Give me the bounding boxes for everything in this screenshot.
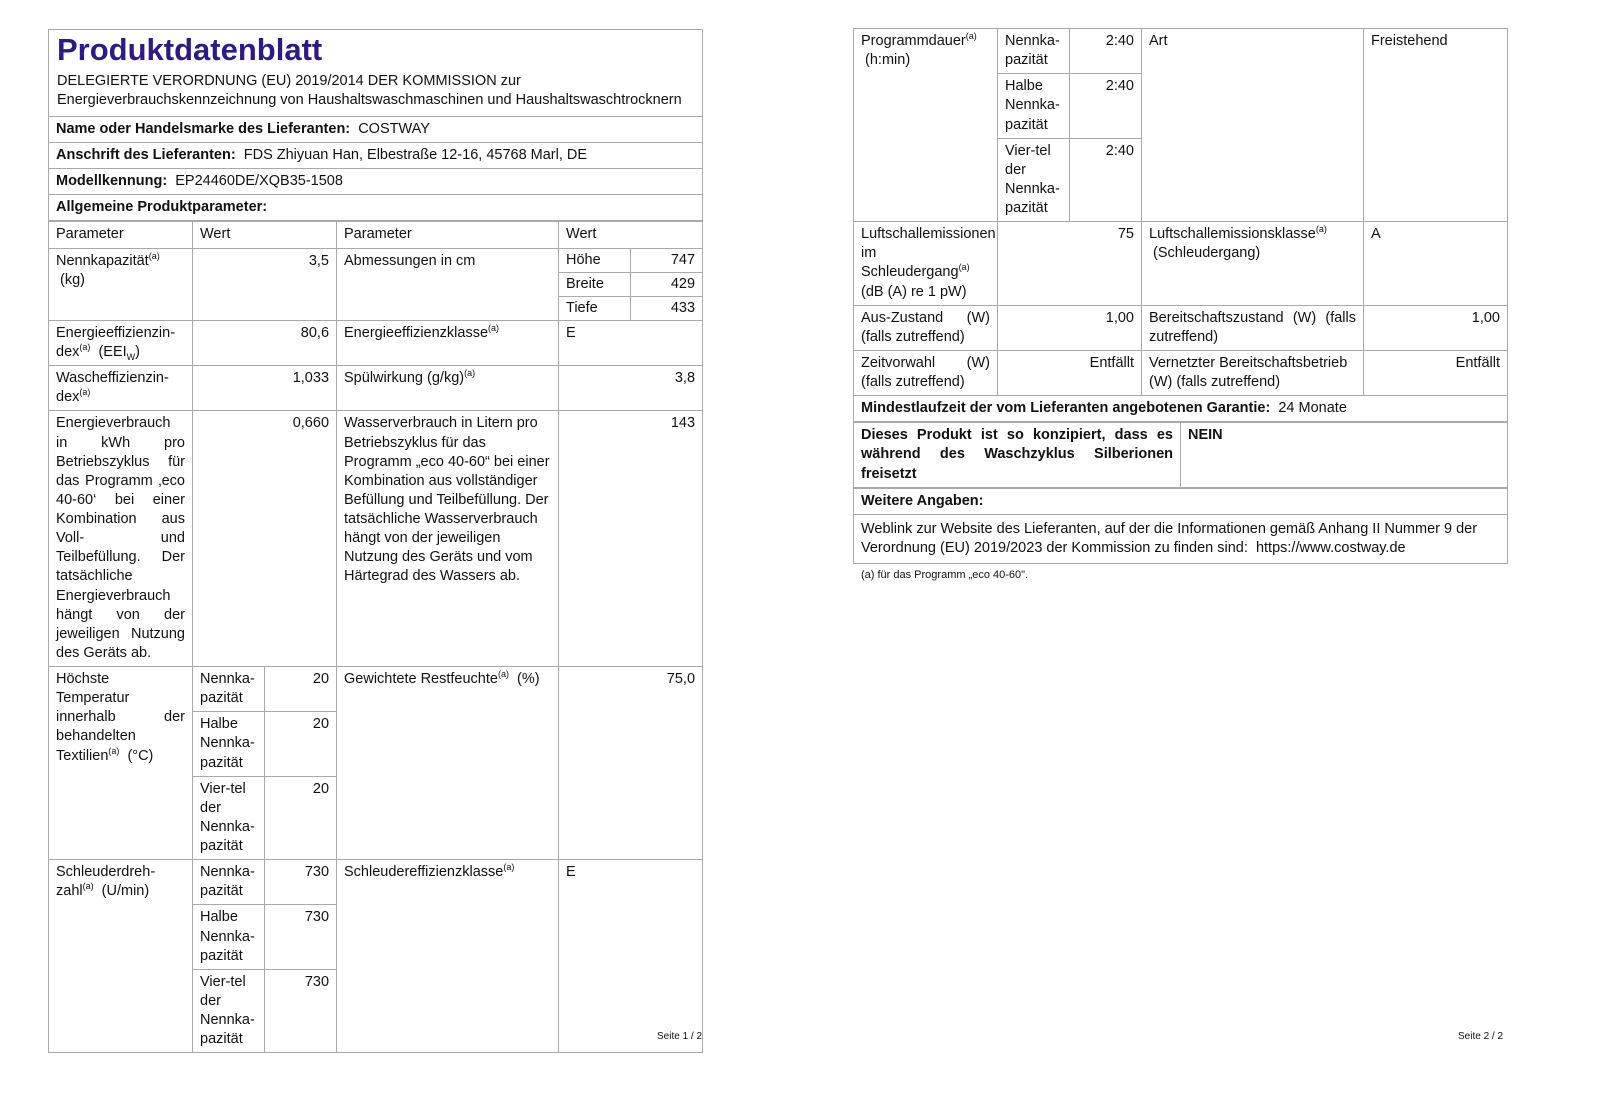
rest-label-cell [337, 667, 559, 860]
dur-row-label: Nennka-pazität [998, 29, 1070, 74]
weblink-text: Weblink zur Website des Lieferanten, auf der die Informationen gemäß Anhang II Nummer 9 der Verordnung (EU) 2019/2023 der Kommission zu finden sind: [861, 520, 1478, 556]
nennkap-unit: (kg) [60, 271, 86, 288]
eei-unit: (EEI [98, 344, 127, 361]
further-table [853, 488, 1508, 564]
footnote-mark: (a) [488, 323, 500, 334]
footnote-mark: (a) [464, 368, 476, 379]
spin-class-label: Schleudereffizienzklasse [344, 864, 504, 881]
spin-class-value: E [559, 860, 703, 1053]
hoehe-value: 747 [631, 248, 703, 272]
footnote: (a) für das Programm „eco 40-60". [861, 569, 1029, 581]
spin-row-label: Vier-tel der Nennka-pazität [193, 969, 265, 1053]
wei-label-cell [49, 366, 193, 411]
col-header-value: Wert [193, 222, 337, 248]
page-2-footer: Seite 2 / 2 [1458, 1031, 1504, 1042]
abm-label: Abmessungen in cm [337, 248, 559, 320]
off-value: 1,00 [998, 305, 1142, 350]
spin-label: Schleuderdreh-zahl [56, 864, 156, 900]
dur-row-value: 2:40 [1070, 138, 1142, 222]
noise-label: Luftschallemissionen im Schleudergang [861, 226, 996, 281]
further-label: Weitere Angaben: [854, 488, 1508, 514]
footnote-mark: (a) [79, 387, 91, 398]
page-1-footer: Seite 1 / 2 [657, 1031, 703, 1042]
supplier-address: FDS Zhiyuan Han, Elbestraße 12-16, 45768 Marl, DE [243, 147, 588, 164]
spin-label-cell [49, 860, 193, 1053]
spuel-label-cell [337, 366, 559, 411]
footnote-mark: (a) [79, 342, 91, 353]
temp-label-cell [49, 667, 193, 860]
art-label: Art [1142, 29, 1364, 222]
page-1-datasheet [48, 29, 702, 1053]
water-label: Wasserverbrauch in Litern pro Betriebszyklus für das Programm „eco 40-60“ bei einer Kombination aus vollständiger Befüllung und Teilbefüllung. Der tatsächliche Wasserverbrauch hängt von der jeweiligen Nutzung des Geräts und vom Härtegrad des Wassers ab. [337, 411, 559, 667]
delay-label: Zeitvorwahl (W) (falls zutreffend) [854, 350, 998, 395]
breite-value: 429 [631, 272, 703, 296]
silver-table [853, 422, 1508, 487]
spin-row-value: 730 [265, 905, 337, 969]
noise-value: 75 [998, 222, 1142, 306]
spuel-label: Spülwirkung (g/kg) [344, 370, 465, 387]
eei-close: ) [135, 344, 140, 361]
dur-label-cell: Programmdauer$^{(a)}$ (h:min) [854, 29, 998, 222]
footnote-mark: (a) [497, 669, 509, 680]
eei-label-cell [49, 320, 193, 365]
params-table-2 [853, 28, 1508, 422]
spin-row-label: Nennka-pazität [193, 860, 265, 905]
page-2-datasheet [853, 28, 1507, 583]
breite-label: Breite [559, 272, 631, 296]
wei-value: 1,033 [193, 366, 337, 411]
net-standby-label: Vernetzter Bereitschaftsbetrieb (W) (falls zutreffend) [1142, 350, 1364, 395]
warranty-value: 24 Monate [1278, 400, 1347, 417]
supplier-address-label: Anschrift des Lieferanten: [56, 147, 236, 164]
general-params-label: Allgemeine Produktparameter: [49, 195, 703, 221]
warranty-label: Mindestlaufzeit der vom Lieferanten angebotenen Garantie: [861, 400, 1271, 417]
rest-value: 75,0 [559, 667, 703, 860]
noise-label-cell: Luftschallemissionen im Schleudergang$^{(a)}$ (dB (A) re 1 pW) [854, 222, 998, 306]
energy-label: Energieverbrauch in kWh pro Betriebszyklus für das Programm ‚eco 40-60‘ bei einer Kombination aus Voll- und Teilbefüllung. Der tatsächliche Energieverbrauch hängt von der jeweiligen Nutzung des Geräts ab. [49, 411, 193, 667]
footnote-mark: (a) [82, 881, 94, 892]
footnote-mark: (a) [503, 862, 515, 873]
eei-value: 80,6 [193, 320, 337, 365]
temp-row-label: Nennka-pazität [193, 667, 265, 712]
water-value: 143 [559, 411, 703, 667]
eek-label: Energieeffizienzklasse [344, 324, 489, 341]
dur-row-value: 2:40 [1070, 74, 1142, 138]
delay-value: Entfällt [998, 350, 1142, 395]
temp-row-label: Halbe Nennka-pazität [193, 712, 265, 776]
dur-unit: (h:min) [865, 52, 911, 69]
tiefe-value: 433 [631, 296, 703, 320]
tiefe-label: Tiefe [559, 296, 631, 320]
eei-sub: W [126, 351, 136, 362]
footnote-mark: (a) [148, 250, 160, 261]
standby-label: Bereitschaftszustand (W) (falls zutreffend) [1142, 305, 1364, 350]
silver-label: Dieses Produkt ist so konzipiert, dass es während des Waschzyklus Silberionen freisetzt [854, 423, 1181, 487]
weblink-url[interactable]: https://www.costway.de [1255, 539, 1406, 556]
params-table [48, 221, 703, 1053]
eek-value: E [559, 320, 703, 365]
col-header-value-2: Wert [559, 222, 703, 248]
supplier-name-label: Name oder Handelsmarke des Lieferanten: [56, 120, 351, 137]
standby-value: 1,00 [1364, 305, 1508, 350]
noise-unit: (dB (A) re 1 pW) [861, 283, 967, 300]
dur-label: Programmdauer [861, 33, 966, 49]
noise-class-label-cell: Luftschallemissionsklasse$^{(a)}$ (Schleudergang) [1142, 222, 1364, 306]
col-header-param: Parameter [49, 222, 193, 248]
net-standby-value: Entfällt [1364, 350, 1508, 395]
spin-row-value: 730 [265, 969, 337, 1053]
spin-class-label-cell [337, 860, 559, 1053]
model-label: Modellkennung: [56, 173, 168, 190]
rest-unit: (%) [517, 671, 540, 688]
model-id: EP24460DE/XQB35-1508 [175, 173, 343, 190]
art-value: Freistehend [1364, 29, 1508, 222]
regulation-text: DELEGIERTE VERORDNUNG (EU) 2019/2014 DER KOMMISSION zur Energieverbrauchskennzeichnung von Haushaltswaschmaschinen und Haushaltswaschtrocknern [57, 72, 682, 108]
nennkap-label-cell [49, 248, 193, 320]
hoehe-label: Höhe [559, 248, 631, 272]
temp-row-label: Vier-tel der Nennka-pazität [193, 776, 265, 860]
footnote-mark: (a) [108, 745, 120, 756]
dur-row-value: 2:40 [1070, 29, 1142, 74]
spin-row-value: 730 [265, 860, 337, 905]
temp-row-value: 20 [265, 667, 337, 712]
temp-row-value: 20 [265, 776, 337, 860]
off-label: Aus-Zustand (W) (falls zutreffend) [854, 305, 998, 350]
dur-row-label: Vier-tel der Nennka-pazität [998, 138, 1070, 222]
nennkap-value: 3,5 [193, 248, 337, 320]
page-title: Produktdatenblatt [57, 32, 323, 67]
temp-unit: (°C) [127, 747, 154, 764]
noise-class-label: Luftschallemissionsklasse [1149, 226, 1316, 243]
silver-value: NEIN [1181, 423, 1508, 487]
nennkap-label: Nennkapazität [56, 252, 149, 269]
energy-value: 0,660 [193, 411, 337, 667]
noise-class-value: A [1364, 222, 1508, 306]
temp-row-value: 20 [265, 712, 337, 776]
eei-label: Energieeffizienzin-dex [56, 324, 176, 361]
rest-label: Gewichtete Restfeuchte [344, 671, 498, 688]
temp-label: Höchste Temperatur innerhalb der behandelten Textilien [56, 671, 185, 764]
spuel-value: 3,8 [559, 366, 703, 411]
noise-class-unit: (Schleudergang) [1153, 245, 1261, 262]
supplier-name: COSTWAY [358, 120, 430, 137]
col-header-param-2: Parameter [337, 222, 559, 248]
eek-label-cell [337, 320, 559, 365]
wei-label: Wascheffizienzin-dex [56, 370, 169, 406]
spin-unit: (U/min) [101, 883, 150, 900]
dur-row-label: Halbe Nennka-pazität [998, 74, 1070, 138]
spin-row-label: Halbe Nennka-pazität [193, 905, 265, 969]
